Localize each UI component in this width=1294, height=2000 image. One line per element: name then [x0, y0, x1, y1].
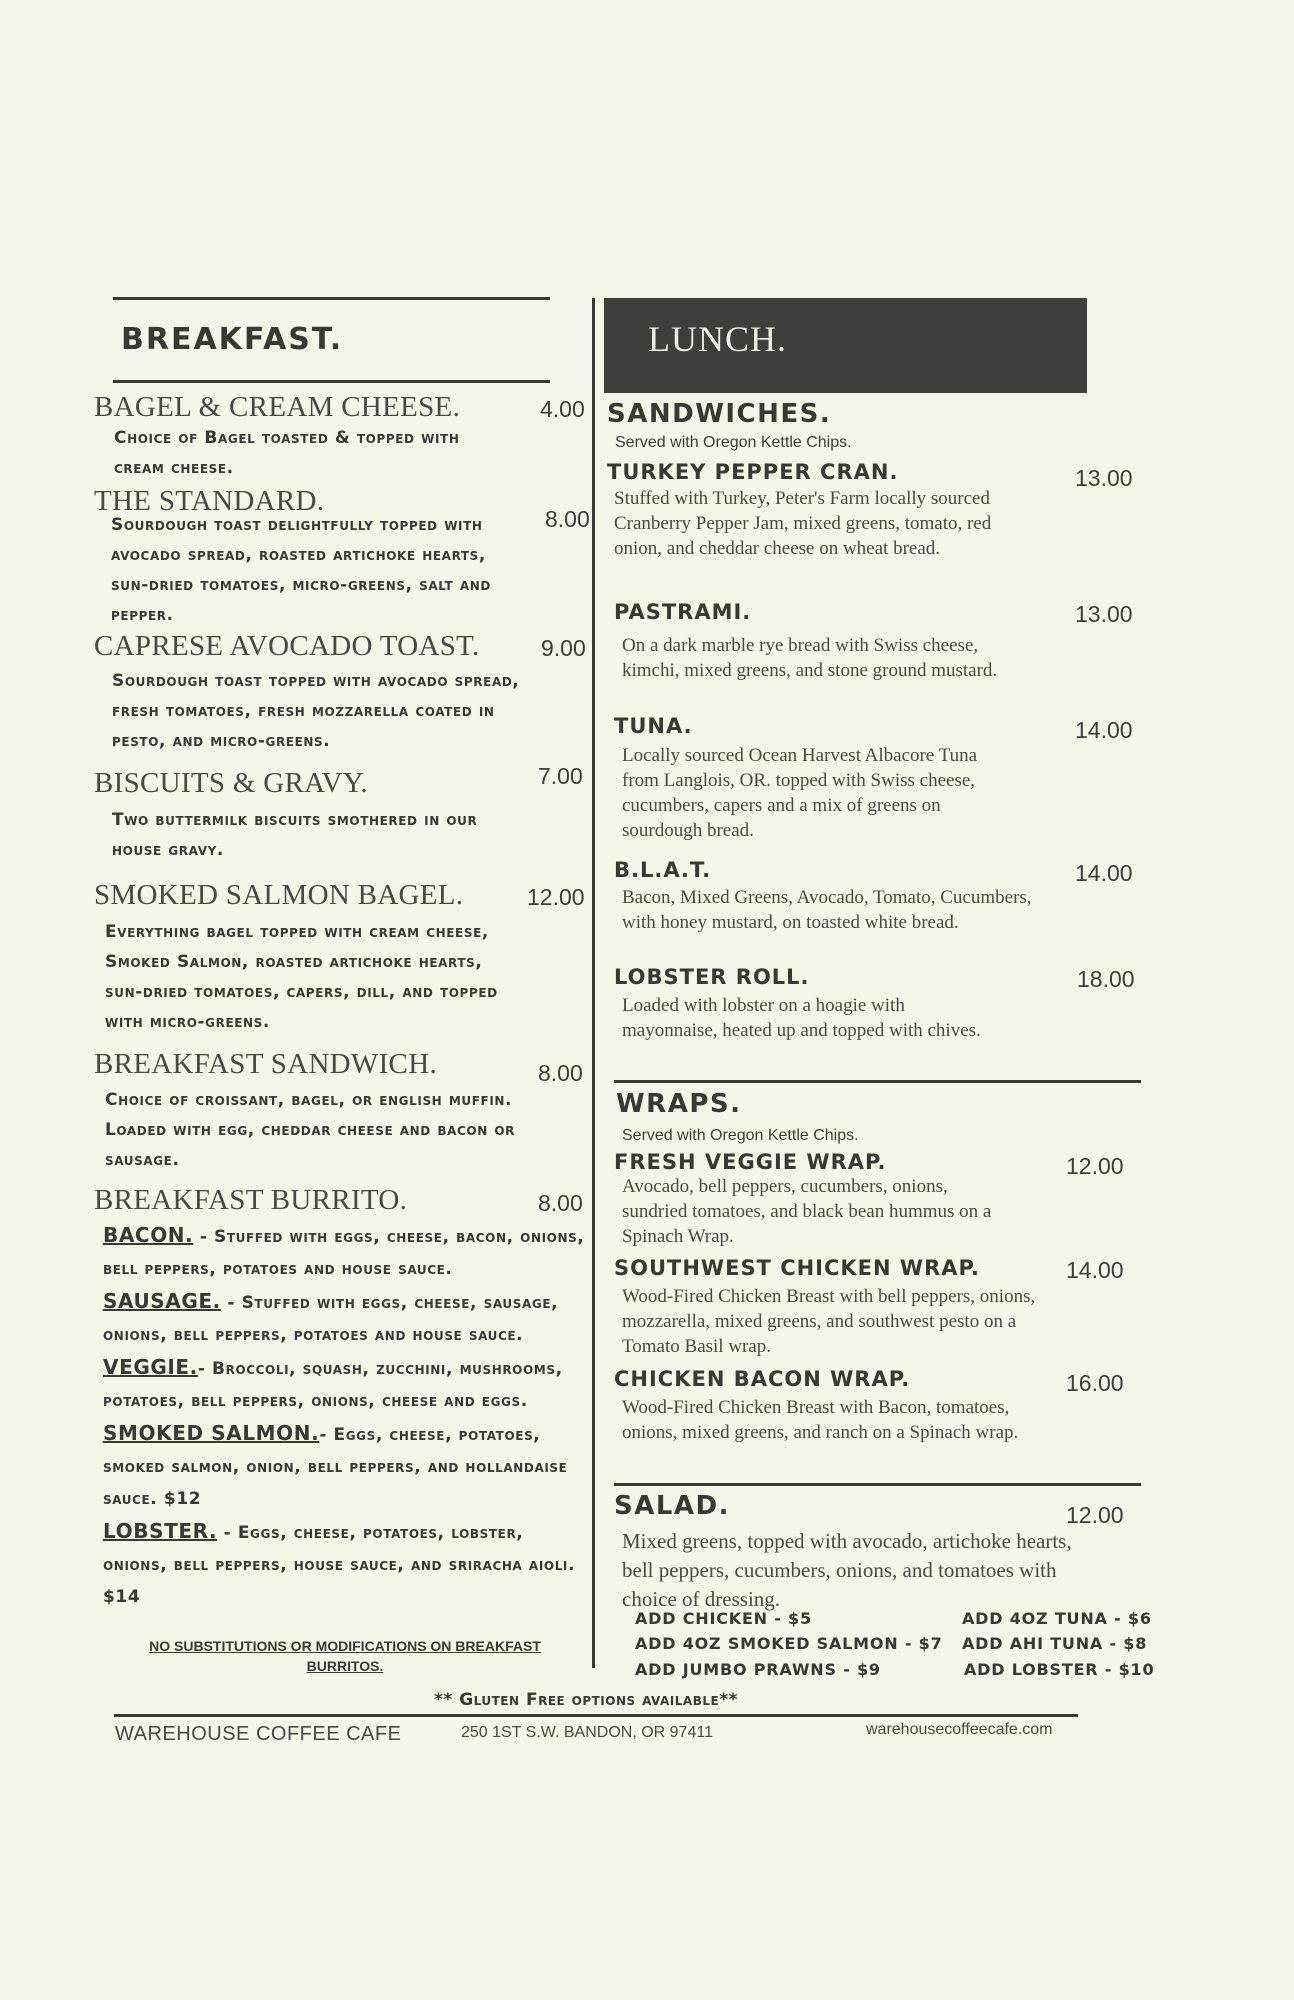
menu-item-name: TURKEY PEPPER CRAN. — [607, 460, 899, 484]
menu-item-description: Sourdough toast delightfully topped with avocado spread, roasted artichoke hearts, sun-dried tomatoes, micro-greens, salt and pepper. — [111, 515, 491, 625]
burrito-option-sausage — [103, 1285, 593, 1351]
footer-website[interactable]: warehousecoffeecafe.com — [866, 1721, 1053, 1738]
salad-top-rule — [614, 1483, 1141, 1486]
burrito-option-title: SMOKED SALMON. — [103, 1421, 320, 1445]
menu-item-name: BAGEL & CREAM CHEESE. — [94, 391, 461, 423]
menu-item-description: Wood-Fired Chicken Breast with Bacon, tomatoes, onions, mixed greens, and ranch on a Spinach wrap. — [622, 1397, 1019, 1443]
footer-rule — [114, 1714, 1078, 1717]
menu-item-price: 13.00 — [1075, 465, 1133, 491]
footer-cafe-name: WAREHOUSE COFFEE CAFE — [115, 1723, 402, 1745]
menu-item-description: On a dark marble rye bread with Swiss cheese, kimchi, mixed greens, and stone ground mustard. — [622, 635, 998, 681]
menu-item-price: 16.00 — [1066, 1370, 1124, 1396]
burrito-note: NO SUBSTITUTIONS OR MODIFICATIONS ON BREAKFAST BURRITOS. — [149, 1638, 541, 1674]
menu-item-description: Bacon, Mixed Greens, Avocado, Tomato, Cucumbers, with honey mustard, on toasted white bread. — [622, 887, 1032, 933]
menu-item-price: 8.00 — [538, 1190, 583, 1216]
burrito-option-smoked-salmon — [103, 1417, 593, 1515]
sandwiches-subtitle: Served with Oregon Kettle Chips. — [615, 434, 852, 451]
menu-item-price: 4.00 — [540, 396, 585, 422]
gluten-free-note: ** Gluten Free options available** — [434, 1690, 738, 1710]
menu-item-description: Sourdough toast topped with avocado spread, fresh tomatoes, fresh mozzarella coated in pesto, and micro-greens. — [112, 671, 520, 751]
burrito-option-text: - Stuffed with eggs, cheese, bacon, onions, bell peppers, potatoes and house sauce. — [103, 1227, 585, 1279]
breakfast-title: BREAKFAST. — [121, 322, 344, 357]
lunch-title: LUNCH. — [648, 319, 787, 359]
addon-jumbo-prawns: ADD JUMBO PRAWNS - $9 — [635, 1660, 881, 1679]
menu-item-price: 18.00 — [1077, 966, 1135, 992]
menu-item-name: BISCUITS & GRAVY. — [94, 767, 368, 799]
menu-item-name: B.L.A.T. — [614, 858, 712, 882]
burrito-option-text: - Stuffed with eggs, cheese, sausage, onions, bell peppers, potatoes and house sauce. — [103, 1293, 559, 1345]
menu-item-name: LOBSTER ROLL. — [614, 965, 810, 989]
addon-lobster: ADD LOBSTER - $10 — [964, 1660, 1155, 1679]
burrito-option-veggie — [103, 1351, 593, 1417]
menu-item-price: 12.00 — [1066, 1153, 1124, 1179]
menu-item-price: 9.00 — [541, 635, 586, 661]
burrito-option-title: VEGGIE. — [103, 1355, 198, 1379]
burrito-option-lobster — [103, 1515, 593, 1613]
wraps-heading: WRAPS. — [616, 1089, 742, 1119]
wraps-subtitle: Served with Oregon Kettle Chips. — [622, 1127, 859, 1144]
menu-item-description: Choice of croissant, bagel, or english muffin. Loaded with egg, cheddar cheese and bacon or sausage. — [105, 1090, 516, 1170]
menu-item-price: 14.00 — [1066, 1257, 1124, 1283]
wraps-top-rule — [614, 1080, 1141, 1083]
menu-item-description: Stuffed with Turkey, Peter's Farm locally sourced Cranberry Pepper Jam, mixed greens, tomato, red onion, and cheddar cheese on wheat bread. — [614, 488, 992, 559]
burrito-option-text: - Broccoli, squash, zucchini, mushrooms, potatoes, bell peppers, onions, cheese and eggs. — [103, 1359, 563, 1411]
burrito-option-text: - Eggs, cheese, potatoes, lobster, onions, bell peppers, house sauce, and sriracha aioli. $14 — [103, 1523, 576, 1607]
salad-price: 12.00 — [1066, 1502, 1124, 1528]
sandwiches-heading: SANDWICHES. — [607, 399, 832, 429]
menu-item-price: 8.00 — [538, 1060, 583, 1086]
menu-item-price: 13.00 — [1075, 601, 1133, 627]
menu-item-name: FRESH VEGGIE WRAP. — [614, 1150, 887, 1174]
burrito-option-text: - Eggs, cheese, potatoes, smoked salmon, onion, bell peppers, and hollandaise sauce. $12 — [103, 1425, 568, 1509]
burrito-option-bacon — [103, 1219, 593, 1285]
menu-item-price: 8.00 — [545, 506, 590, 532]
menu-item-name: TUNA. — [614, 714, 693, 738]
burrito-option-title: LOBSTER. — [103, 1519, 218, 1543]
menu-item-description: Wood-Fired Chicken Breast with bell peppers, onions, mozzarella, mixed greens, and southwest pesto on a Tomato Basil wrap. — [622, 1286, 1036, 1357]
addon-ahi-tuna: ADD AHI TUNA - $8 — [962, 1634, 1148, 1653]
addon-chicken: ADD CHICKEN - $5 — [635, 1609, 812, 1628]
menu-item-name: BREAKFAST BURRITO. — [94, 1184, 408, 1216]
breakfast-top-rule — [113, 297, 550, 300]
breakfast-bottom-rule — [113, 380, 550, 383]
menu-item-price: 14.00 — [1075, 860, 1133, 886]
addon-smoked-salmon: ADD 4OZ SMOKED SALMON - $7 — [635, 1634, 943, 1653]
salad-heading: SALAD. — [614, 1491, 730, 1521]
menu-item-price: 7.00 — [538, 763, 583, 789]
menu-item-name: PASTRAMI. — [614, 600, 752, 624]
menu-item-name: CAPRESE AVOCADO TOAST. — [94, 630, 480, 662]
menu-item-name: SMOKED SALMON BAGEL. — [94, 879, 464, 911]
menu-item-description: Locally sourced Ocean Harvest Albacore Tuna from Langlois, OR. topped with Swiss cheese, cucumbers, capers and a mix of greens on sourdough bread. — [622, 745, 978, 841]
salad-description: Mixed greens, topped with avocado, artichoke hearts, bell peppers, cucumbers, onions, and tomatoes with choice of dressing. — [622, 1529, 1072, 1611]
menu-item-description: Choice of Bagel toasted & topped with cream cheese. — [114, 428, 460, 478]
addon-tuna: ADD 4OZ TUNA - $6 — [962, 1609, 1152, 1628]
burrito-options — [103, 1219, 593, 1613]
column-divider — [592, 298, 595, 1668]
menu-item-name: BREAKFAST SANDWICH. — [94, 1048, 437, 1080]
footer-address: 250 1ST S.W. BANDON, OR 97411 — [461, 1724, 713, 1741]
menu-item-description: Two buttermilk biscuits smothered in our house gravy. — [112, 810, 478, 860]
menu-item-price: 12.00 — [527, 884, 585, 910]
menu-item-price: 14.00 — [1075, 717, 1133, 743]
menu-item-name: THE STANDARD. — [94, 485, 325, 517]
menu-item-description: Loaded with lobster on a hoagie with mayonnaise, heated up and topped with chives. — [622, 995, 981, 1041]
burrito-option-title: SAUSAGE. — [103, 1289, 221, 1313]
menu-item-description: Avocado, bell peppers, cucumbers, onions, sundried tomatoes, and black bean hummus on a Spinach Wrap. — [622, 1176, 992, 1247]
burrito-option-title: BACON. — [103, 1223, 194, 1247]
menu-item-description: Everything bagel topped with cream cheese, Smoked Salmon, roasted artichoke hearts, sun-dried tomatoes, capers, dill, and topped with micro-greens. — [105, 922, 498, 1032]
menu-item-name: SOUTHWEST CHICKEN WRAP. — [614, 1256, 981, 1280]
menu-item-name: CHICKEN BACON WRAP. — [614, 1367, 911, 1391]
